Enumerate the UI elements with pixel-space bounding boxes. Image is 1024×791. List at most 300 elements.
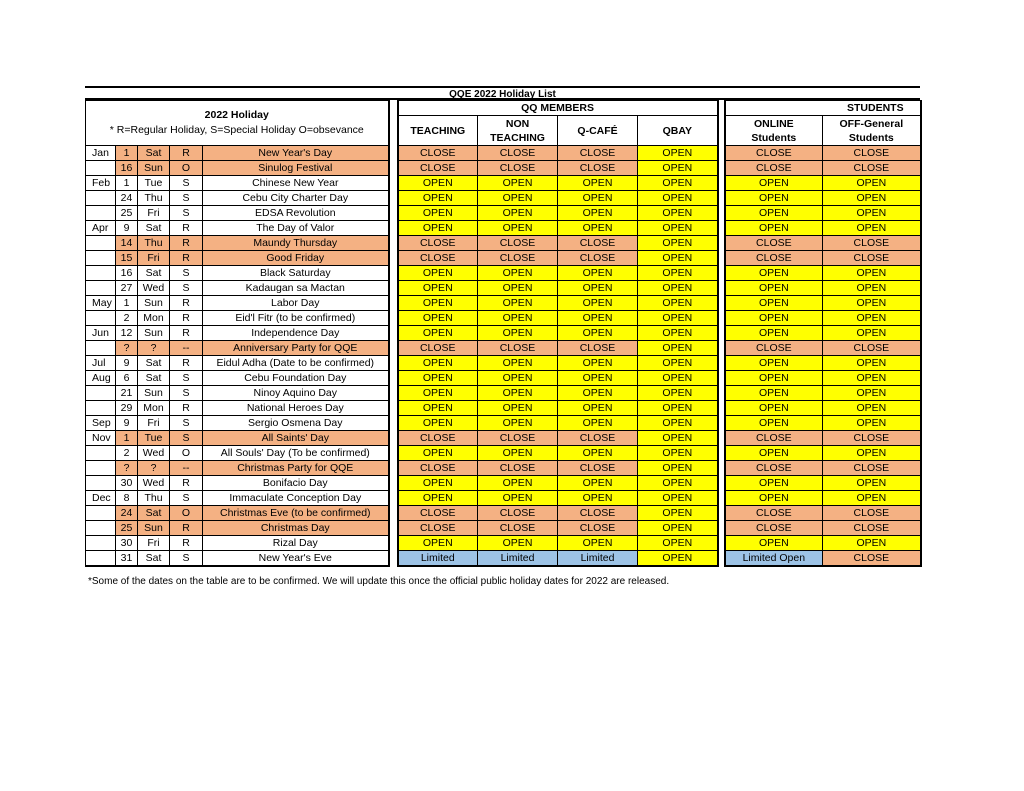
day-cell: 2	[116, 311, 138, 326]
status-teaching: OPEN	[398, 326, 478, 341]
day-cell: 1	[116, 146, 138, 161]
holiday-name-cell: Maundy Thursday	[203, 236, 389, 251]
weekday-cell: Thu	[138, 236, 170, 251]
weekday-cell: Thu	[138, 191, 170, 206]
column-gap	[389, 281, 398, 296]
holiday-type-cell: R	[170, 401, 203, 416]
table-row	[86, 296, 921, 311]
status-qcafe: OPEN	[558, 221, 638, 236]
day-cell: 1	[116, 296, 138, 311]
column-gap	[718, 101, 725, 146]
status-non-teaching: OPEN	[478, 401, 558, 416]
month-cell: Jun	[86, 326, 116, 341]
table-row	[86, 551, 921, 567]
status-qcafe: CLOSE	[558, 461, 638, 476]
day-cell: 12	[116, 326, 138, 341]
status-online-students: OPEN	[725, 476, 823, 491]
status-online-students: CLOSE	[725, 236, 823, 251]
column-gap	[389, 296, 398, 311]
holiday-name-cell: Christmas Party for QQE	[203, 461, 389, 476]
col-header-online-1: ONLINE	[725, 116, 823, 132]
weekday-cell: ?	[138, 461, 170, 476]
status-non-teaching: OPEN	[478, 476, 558, 491]
status-online-students: CLOSE	[725, 341, 823, 356]
status-qbay: OPEN	[638, 221, 718, 236]
holiday-type-cell: R	[170, 476, 203, 491]
weekday-cell: Mon	[138, 311, 170, 326]
status-off-general-students: CLOSE	[823, 431, 921, 446]
table-row	[86, 416, 921, 431]
status-qbay: OPEN	[638, 251, 718, 266]
weekday-cell: Tue	[138, 431, 170, 446]
weekday-cell: Sun	[138, 521, 170, 536]
status-non-teaching: OPEN	[478, 281, 558, 296]
weekday-cell: Wed	[138, 281, 170, 296]
column-gap	[389, 446, 398, 461]
left-header-cell	[86, 101, 389, 146]
status-qbay: OPEN	[638, 386, 718, 401]
status-teaching: OPEN	[398, 491, 478, 506]
column-gap	[718, 281, 725, 296]
holiday-name-cell: Independence Day	[203, 326, 389, 341]
column-gap	[718, 221, 725, 236]
holiday-name-cell: Eid'l Fitr (to be confirmed)	[203, 311, 389, 326]
column-gap	[718, 311, 725, 326]
column-gap	[389, 236, 398, 251]
weekday-cell: Sat	[138, 551, 170, 567]
status-off-general-students: OPEN	[823, 266, 921, 281]
status-online-students: OPEN	[725, 536, 823, 551]
status-qcafe: OPEN	[558, 401, 638, 416]
status-non-teaching: CLOSE	[478, 251, 558, 266]
status-non-teaching: OPEN	[478, 266, 558, 281]
status-off-general-students: OPEN	[823, 416, 921, 431]
table-row	[86, 176, 921, 191]
column-gap	[718, 371, 725, 386]
day-cell: 16	[116, 161, 138, 176]
month-cell	[86, 386, 116, 401]
column-gap	[718, 266, 725, 281]
status-qcafe: OPEN	[558, 416, 638, 431]
table-row	[86, 536, 921, 551]
status-online-students: OPEN	[725, 296, 823, 311]
status-qbay: OPEN	[638, 476, 718, 491]
col-header-online-2: Students	[725, 131, 823, 146]
status-off-general-students: CLOSE	[823, 161, 921, 176]
status-qbay: OPEN	[638, 176, 718, 191]
status-qbay: OPEN	[638, 206, 718, 221]
month-cell: Jan	[86, 146, 116, 161]
holiday-name-cell: All Saints' Day	[203, 431, 389, 446]
weekday-cell: Sat	[138, 266, 170, 281]
status-non-teaching: OPEN	[478, 536, 558, 551]
column-gap	[718, 356, 725, 371]
status-off-general-students: OPEN	[823, 191, 921, 206]
status-teaching: Limited	[398, 551, 478, 567]
column-gap	[389, 551, 398, 567]
left-header-legend: * R=Regular Holiday, S=Special Holiday O=obsevance	[109, 124, 364, 136]
day-cell: 1	[116, 176, 138, 191]
status-online-students: OPEN	[725, 266, 823, 281]
status-online-students: Limited Open	[725, 551, 823, 567]
status-qbay: OPEN	[638, 296, 718, 311]
status-qbay: OPEN	[638, 146, 718, 161]
holiday-name-cell: Chinese New Year	[203, 176, 389, 191]
column-gap	[389, 386, 398, 401]
status-online-students: OPEN	[725, 326, 823, 341]
weekday-cell: Fri	[138, 251, 170, 266]
column-gap	[389, 251, 398, 266]
table-row	[86, 266, 921, 281]
col-header-teaching: TEACHING	[398, 116, 478, 146]
column-gap	[718, 446, 725, 461]
column-gap	[718, 506, 725, 521]
holiday-type-cell: O	[170, 446, 203, 461]
status-qcafe: OPEN	[558, 536, 638, 551]
status-off-general-students: CLOSE	[823, 251, 921, 266]
status-online-students: CLOSE	[725, 506, 823, 521]
status-qcafe: CLOSE	[558, 146, 638, 161]
table-row	[86, 206, 921, 221]
column-gap	[389, 521, 398, 536]
holiday-name-cell: Good Friday	[203, 251, 389, 266]
status-qbay: OPEN	[638, 356, 718, 371]
column-gap	[718, 536, 725, 551]
status-teaching: OPEN	[398, 266, 478, 281]
status-non-teaching: CLOSE	[478, 236, 558, 251]
holiday-type-cell: S	[170, 431, 203, 446]
status-non-teaching: OPEN	[478, 386, 558, 401]
holiday-type-cell: R	[170, 311, 203, 326]
holiday-type-cell: O	[170, 161, 203, 176]
holiday-table	[85, 100, 922, 567]
status-teaching: OPEN	[398, 311, 478, 326]
month-cell	[86, 161, 116, 176]
column-gap	[389, 161, 398, 176]
month-cell: Feb	[86, 176, 116, 191]
status-teaching: OPEN	[398, 446, 478, 461]
column-gap	[389, 191, 398, 206]
month-cell: Jul	[86, 356, 116, 371]
weekday-cell: Tue	[138, 176, 170, 191]
status-qcafe: OPEN	[558, 176, 638, 191]
column-gap	[718, 326, 725, 341]
status-teaching: CLOSE	[398, 236, 478, 251]
holiday-type-cell: R	[170, 146, 203, 161]
holiday-type-cell: S	[170, 371, 203, 386]
status-qbay: OPEN	[638, 266, 718, 281]
status-qcafe: OPEN	[558, 476, 638, 491]
status-qbay: OPEN	[638, 191, 718, 206]
holiday-name-cell: Christmas Day	[203, 521, 389, 536]
weekday-cell: Sat	[138, 146, 170, 161]
status-off-general-students: OPEN	[823, 386, 921, 401]
status-qcafe: CLOSE	[558, 236, 638, 251]
table-row	[86, 371, 921, 386]
status-qbay: OPEN	[638, 236, 718, 251]
status-off-general-students: OPEN	[823, 401, 921, 416]
month-cell	[86, 311, 116, 326]
status-off-general-students: CLOSE	[823, 341, 921, 356]
weekday-cell: Fri	[138, 416, 170, 431]
table-row	[86, 386, 921, 401]
status-non-teaching: OPEN	[478, 206, 558, 221]
holiday-type-cell: S	[170, 386, 203, 401]
month-cell	[86, 506, 116, 521]
column-gap	[389, 536, 398, 551]
holiday-name-cell: Ninoy Aquino Day	[203, 386, 389, 401]
holiday-name-cell: The Day of Valor	[203, 221, 389, 236]
weekday-cell: Thu	[138, 491, 170, 506]
month-cell	[86, 341, 116, 356]
status-non-teaching: CLOSE	[478, 461, 558, 476]
status-non-teaching: OPEN	[478, 356, 558, 371]
day-cell: 30	[116, 536, 138, 551]
status-teaching: CLOSE	[398, 521, 478, 536]
weekday-cell: Sat	[138, 506, 170, 521]
status-teaching: OPEN	[398, 371, 478, 386]
holiday-type-cell: S	[170, 416, 203, 431]
status-off-general-students: OPEN	[823, 221, 921, 236]
status-teaching: OPEN	[398, 176, 478, 191]
column-gap	[718, 431, 725, 446]
status-qbay: OPEN	[638, 371, 718, 386]
weekday-cell: Sat	[138, 221, 170, 236]
status-qcafe: Limited	[558, 551, 638, 567]
column-gap	[718, 146, 725, 161]
status-non-teaching: OPEN	[478, 371, 558, 386]
table-row	[86, 401, 921, 416]
month-cell: Apr	[86, 221, 116, 236]
table-row	[86, 521, 921, 536]
day-cell: 31	[116, 551, 138, 567]
status-non-teaching: CLOSE	[478, 431, 558, 446]
holiday-name-cell: Sinulog Festival	[203, 161, 389, 176]
month-cell	[86, 206, 116, 221]
status-qcafe: CLOSE	[558, 251, 638, 266]
holiday-type-cell: R	[170, 356, 203, 371]
weekday-cell: Wed	[138, 476, 170, 491]
column-gap	[389, 221, 398, 236]
column-gap	[718, 476, 725, 491]
day-cell: 24	[116, 506, 138, 521]
status-online-students: OPEN	[725, 371, 823, 386]
holiday-type-cell: R	[170, 521, 203, 536]
holiday-name-cell: Labor Day	[203, 296, 389, 311]
holiday-type-cell: S	[170, 551, 203, 567]
status-off-general-students: CLOSE	[823, 551, 921, 567]
status-qcafe: OPEN	[558, 266, 638, 281]
status-non-teaching: CLOSE	[478, 506, 558, 521]
holiday-sheet	[85, 86, 920, 567]
table-row	[86, 281, 921, 296]
status-teaching: OPEN	[398, 221, 478, 236]
holiday-name-cell: EDSA Revolution	[203, 206, 389, 221]
table-row	[86, 431, 921, 446]
status-qbay: OPEN	[638, 536, 718, 551]
status-online-students: OPEN	[725, 401, 823, 416]
column-gap	[718, 461, 725, 476]
month-cell: Sep	[86, 416, 116, 431]
status-teaching: CLOSE	[398, 341, 478, 356]
day-cell: 27	[116, 281, 138, 296]
status-teaching: OPEN	[398, 191, 478, 206]
status-qcafe: OPEN	[558, 446, 638, 461]
status-teaching: CLOSE	[398, 506, 478, 521]
status-teaching: OPEN	[398, 476, 478, 491]
month-cell: Nov	[86, 431, 116, 446]
weekday-cell: Sun	[138, 386, 170, 401]
column-gap	[389, 176, 398, 191]
status-non-teaching: OPEN	[478, 311, 558, 326]
holiday-rows	[86, 146, 921, 567]
weekday-cell: Sun	[138, 296, 170, 311]
holiday-name-cell: National Heroes Day	[203, 401, 389, 416]
status-qbay: OPEN	[638, 446, 718, 461]
status-qcafe: OPEN	[558, 386, 638, 401]
holiday-type-cell: S	[170, 266, 203, 281]
column-gap	[718, 416, 725, 431]
day-cell: 25	[116, 206, 138, 221]
holiday-type-cell: R	[170, 251, 203, 266]
column-gap	[718, 206, 725, 221]
column-gap	[389, 461, 398, 476]
weekday-cell: Sat	[138, 371, 170, 386]
status-off-general-students: OPEN	[823, 371, 921, 386]
col-header-qcafe: Q-CAFÉ	[558, 116, 638, 146]
status-online-students: OPEN	[725, 491, 823, 506]
day-cell: 9	[116, 221, 138, 236]
status-off-general-students: OPEN	[823, 476, 921, 491]
status-non-teaching: OPEN	[478, 416, 558, 431]
column-gap	[718, 176, 725, 191]
status-teaching: CLOSE	[398, 431, 478, 446]
holiday-type-cell: S	[170, 281, 203, 296]
status-qcafe: CLOSE	[558, 341, 638, 356]
month-cell	[86, 236, 116, 251]
status-qbay: OPEN	[638, 551, 718, 567]
column-gap	[718, 551, 725, 567]
month-cell	[86, 251, 116, 266]
status-online-students: CLOSE	[725, 461, 823, 476]
status-qbay: OPEN	[638, 311, 718, 326]
day-cell: 30	[116, 476, 138, 491]
status-online-students: OPEN	[725, 356, 823, 371]
status-off-general-students: CLOSE	[823, 461, 921, 476]
status-online-students: OPEN	[725, 191, 823, 206]
status-qbay: OPEN	[638, 521, 718, 536]
holiday-type-cell: S	[170, 191, 203, 206]
status-online-students: OPEN	[725, 416, 823, 431]
status-qcafe: OPEN	[558, 356, 638, 371]
students-group-header: STUDENTS	[725, 101, 921, 116]
holiday-type-cell: S	[170, 176, 203, 191]
status-online-students: OPEN	[725, 281, 823, 296]
holiday-name-cell: Christmas Eve (to be confirmed)	[203, 506, 389, 521]
column-gap	[718, 521, 725, 536]
column-gap	[389, 326, 398, 341]
col-header-qbay: QBAY	[638, 116, 718, 146]
status-off-general-students: CLOSE	[823, 521, 921, 536]
day-cell: 29	[116, 401, 138, 416]
status-online-students: CLOSE	[725, 161, 823, 176]
status-non-teaching: OPEN	[478, 326, 558, 341]
column-gap	[389, 416, 398, 431]
holiday-name-cell: Cebu Foundation Day	[203, 371, 389, 386]
month-cell: Aug	[86, 371, 116, 386]
holiday-name-cell: All Souls' Day (To be confirmed)	[203, 446, 389, 461]
status-qcafe: OPEN	[558, 311, 638, 326]
status-qcafe: OPEN	[558, 371, 638, 386]
column-gap	[718, 491, 725, 506]
day-cell: 16	[116, 266, 138, 281]
status-qcafe: OPEN	[558, 281, 638, 296]
status-non-teaching: OPEN	[478, 176, 558, 191]
status-online-students: CLOSE	[725, 521, 823, 536]
status-qcafe: OPEN	[558, 326, 638, 341]
holiday-type-cell: R	[170, 536, 203, 551]
status-qcafe: CLOSE	[558, 161, 638, 176]
status-non-teaching: Limited	[478, 551, 558, 567]
table-row	[86, 161, 921, 176]
weekday-cell: Fri	[138, 206, 170, 221]
status-online-students: CLOSE	[725, 146, 823, 161]
table-row	[86, 146, 921, 161]
table-row	[86, 356, 921, 371]
weekday-cell: Mon	[138, 401, 170, 416]
weekday-cell: Fri	[138, 536, 170, 551]
status-teaching: OPEN	[398, 536, 478, 551]
holiday-name-cell: Black Saturday	[203, 266, 389, 281]
status-qcafe: OPEN	[558, 296, 638, 311]
column-gap	[389, 431, 398, 446]
status-off-general-students: OPEN	[823, 536, 921, 551]
left-header-title: 2022 Holiday	[204, 109, 269, 121]
day-cell: 9	[116, 356, 138, 371]
holiday-name-cell: New Year's Eve	[203, 551, 389, 567]
holiday-name-cell: Kadaugan sa Mactan	[203, 281, 389, 296]
column-gap	[389, 101, 398, 146]
day-cell: 9	[116, 416, 138, 431]
holiday-name-cell: Anniversary Party for QQE	[203, 341, 389, 356]
column-gap	[718, 401, 725, 416]
day-cell: 2	[116, 446, 138, 461]
status-non-teaching: OPEN	[478, 446, 558, 461]
status-qcafe: CLOSE	[558, 431, 638, 446]
status-teaching: OPEN	[398, 296, 478, 311]
month-cell	[86, 521, 116, 536]
column-gap	[389, 476, 398, 491]
column-gap	[389, 371, 398, 386]
status-non-teaching: CLOSE	[478, 146, 558, 161]
holiday-type-cell: R	[170, 296, 203, 311]
column-gap	[389, 356, 398, 371]
status-off-general-students: OPEN	[823, 176, 921, 191]
status-off-general-students: CLOSE	[823, 236, 921, 251]
members-group-header: QQ MEMBERS	[398, 101, 718, 116]
status-online-students: OPEN	[725, 206, 823, 221]
weekday-cell: Wed	[138, 446, 170, 461]
holiday-type-cell: --	[170, 461, 203, 476]
day-cell: 8	[116, 491, 138, 506]
footnote: *Some of the dates on the table are to be confirmed. We will update this once the official public holiday dates for 2022 are released.	[88, 576, 670, 587]
column-gap	[389, 341, 398, 356]
table-row	[86, 236, 921, 251]
day-cell: 15	[116, 251, 138, 266]
status-off-general-students: OPEN	[823, 281, 921, 296]
status-qbay: OPEN	[638, 401, 718, 416]
table-row	[86, 311, 921, 326]
